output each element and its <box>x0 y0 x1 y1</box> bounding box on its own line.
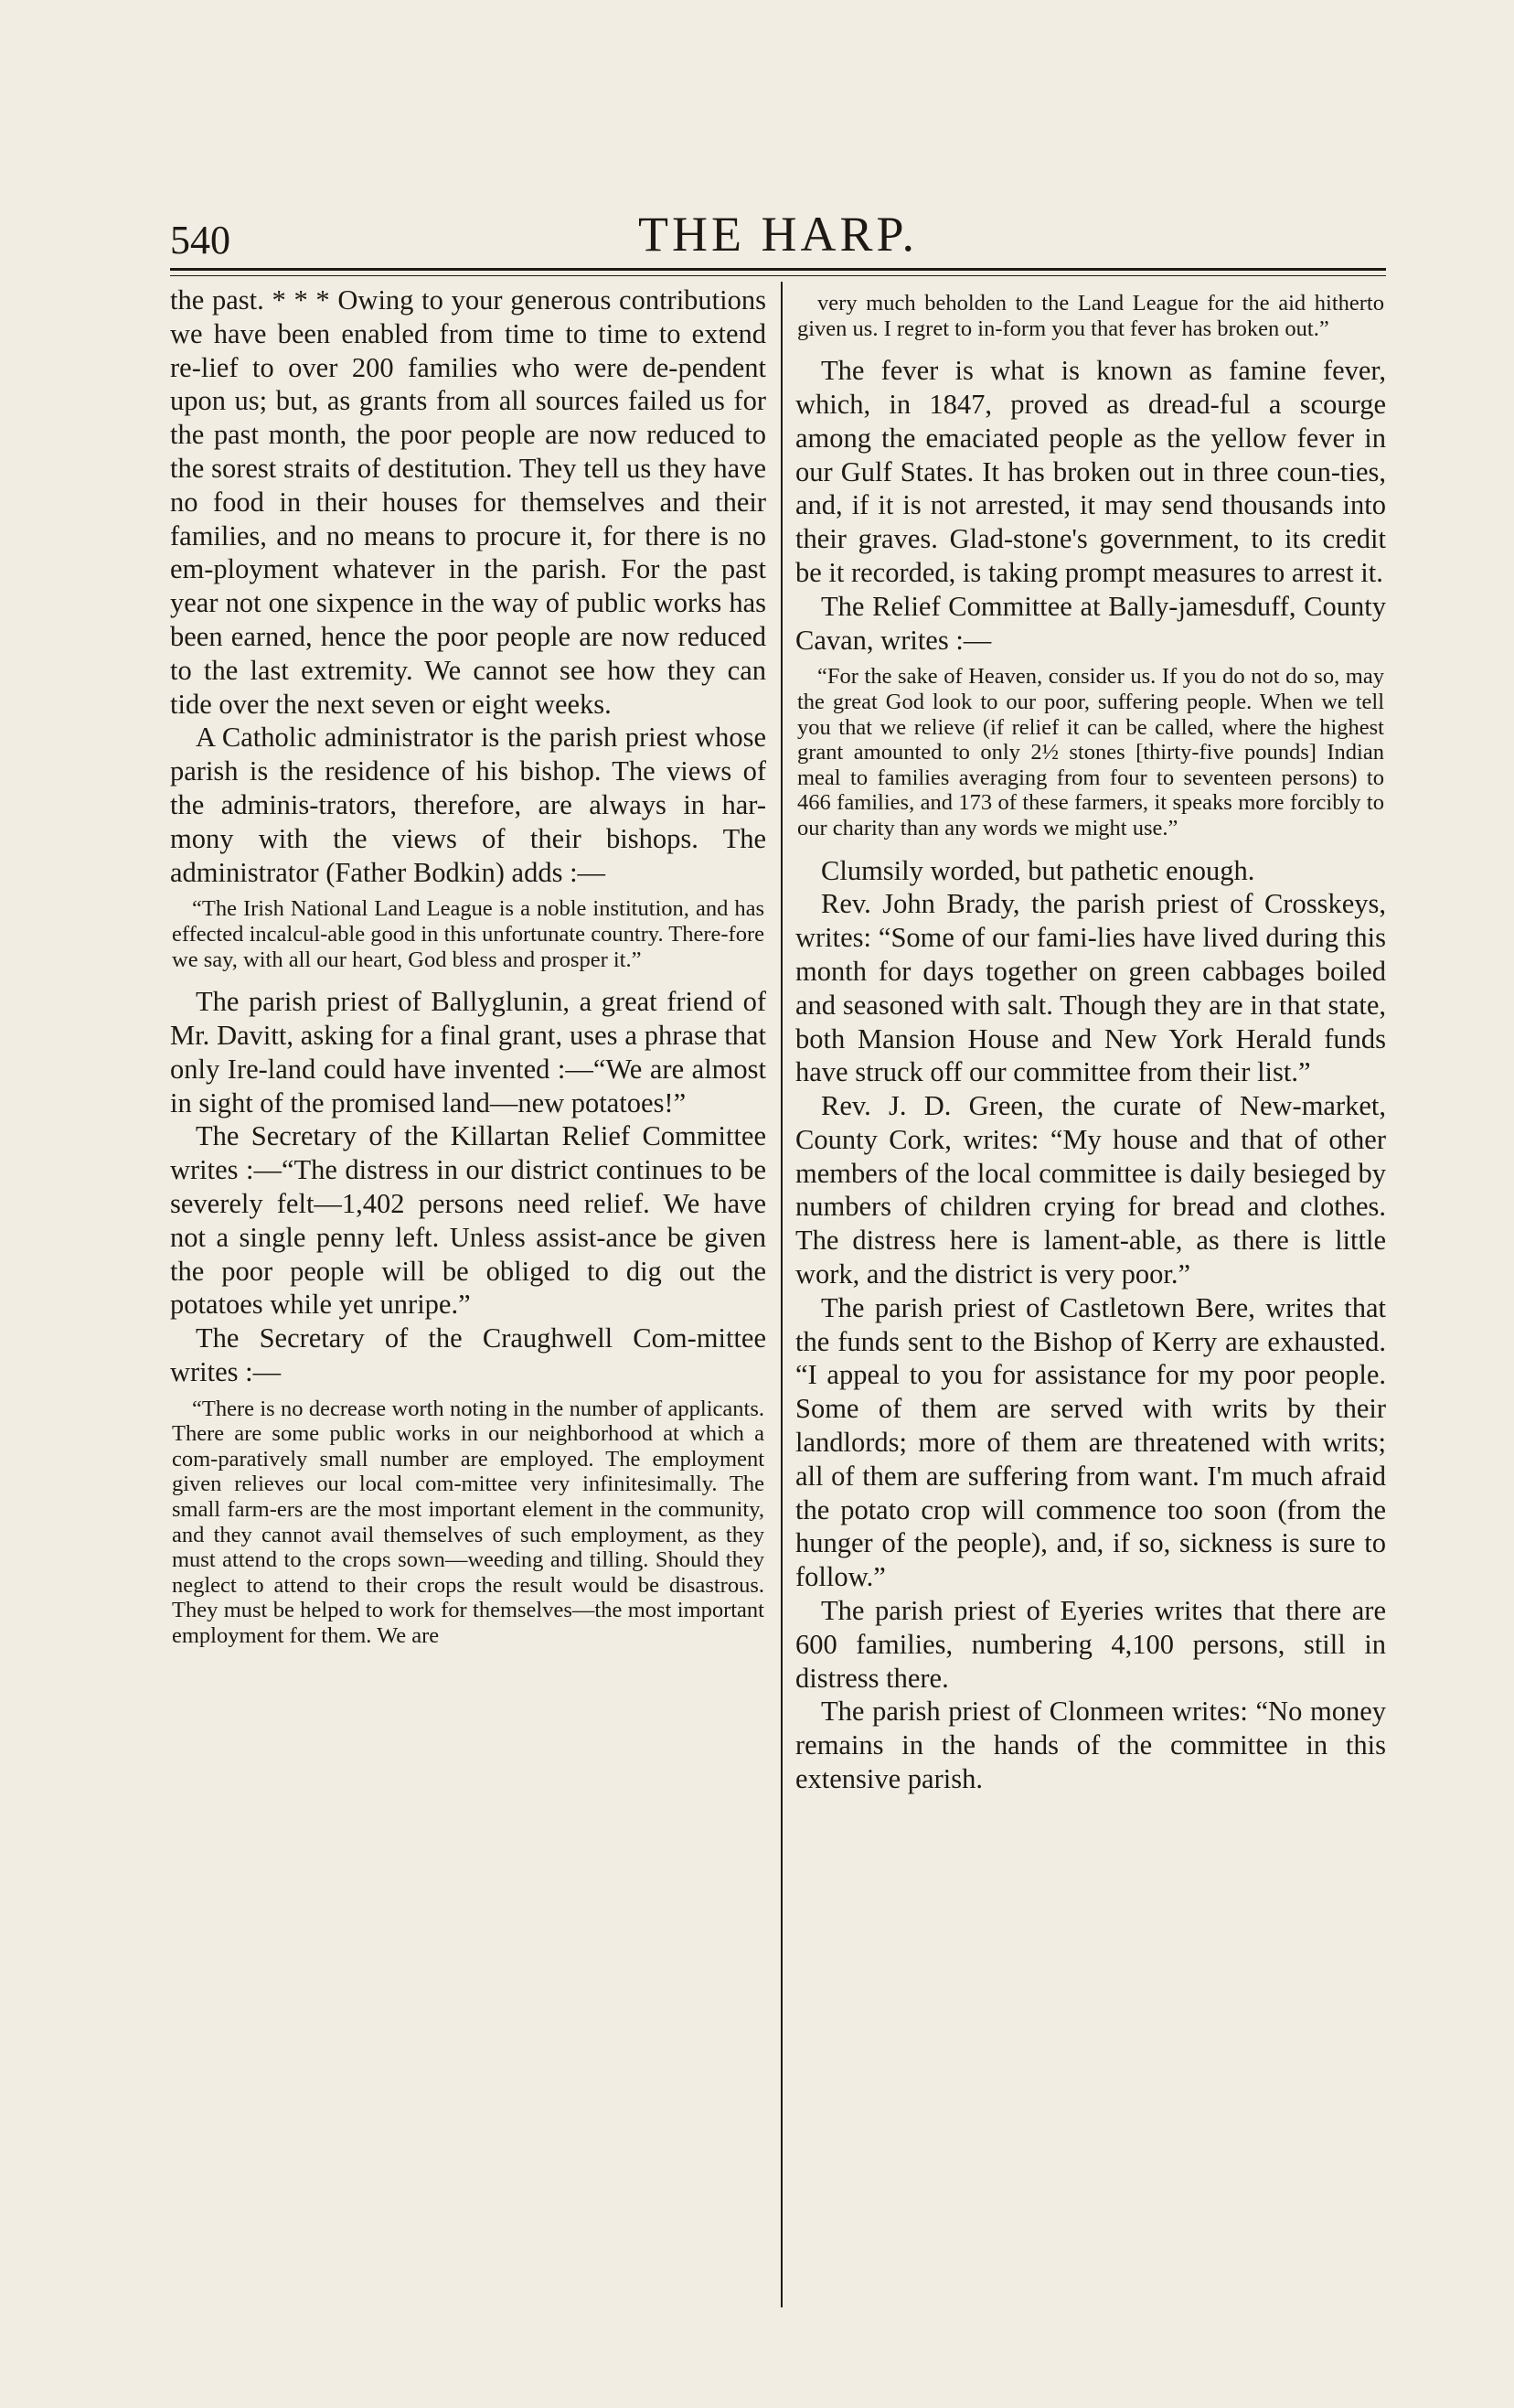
paragraph: The parish priest of Eyeries writes that there are 600 families, numbering 4,100 persons, still in distress there. <box>795 1595 1386 1694</box>
paragraph: Rev. J. D. Green, the curate of New-market, County Cork, writes: “My house and that of other members of the local committee is daily besieged by numbers of children crying for bread and clothes. The distress here is lament-able, as there is little work, and the district is very poor.” <box>795 1090 1386 1290</box>
paragraph: The Secretary of the Craughwell Com-mittee writes :— <box>170 1322 766 1387</box>
paragraph: The parish priest of Castletown Bere, writes that the funds sent to the Bishop of Kerry are exhausted. “I appeal to you for assistance for my poor people. Some of them are served with writs by their landlords; more of them are threatened with writs; all of them are suffering from want. I'm much afraid the potato crop will commence too soon (from the hunger of the people), and, if so, sickness is sure to follow.” <box>795 1291 1386 1593</box>
masthead-title: THE HARP. <box>637 207 919 262</box>
left-column <box>170 284 766 1662</box>
page-number: 540 <box>170 218 230 262</box>
right-column <box>795 284 1386 1796</box>
paragraph: The parish priest of Ballyglunin, a great friend of Mr. Davitt, asking for a final grant, uses a phrase that only Ire-land could have invented :—“We are almost in sight of the promised land—new potatoes!” <box>170 986 766 1118</box>
paragraph: The Relief Committee at Bally-jamesduff, County Cavan, writes :— <box>795 590 1386 656</box>
paragraph: Clumsily worded, but pathetic enough. <box>821 854 1255 886</box>
paragraph: Rev. John Brady, the parish priest of Crosskeys, writes: “Some of our fami-lies have lived during this month for days together on green cabbages boiled and seasoned with salt. Though they are in that state, both Mansion House and New York Herald funds have struck off our committee from their list.” <box>795 888 1386 1088</box>
paragraph: A Catholic administrator is the parish priest whose parish is the residence of his bishop. The views of the adminis-trators, therefore, are always in har-mony with the views of their bishops. The administrator (Father Bodkin) adds :— <box>170 722 766 888</box>
paragraph: The parish priest of Clonmeen writes: “No money remains in the hands of the committee in this extensive parish. <box>795 1696 1386 1795</box>
paragraph: the past. * * * Owing to your generous contributions we have been enabled from time to time to extend re-lief to over 200 families who were de-pendent upon us; but, as grants from all sources failed us for the past month, the poor people are now reduced to the sorest straits of destitution. They tell us they have no food in their houses for themselves and their families, and no means to procure it, for there is no em-ployment whatever in the parish. For the past year not one sixpence in the way of public works has been earned, hence the poor people are now reduced to the last extremity. We cannot see how they can tide over the next seven or eight weeks. <box>170 284 766 720</box>
block-quote: “The Irish National Land League is a noble institution, and has effected incalcul-able good in this unfortunate country. There-fore we say, with all our heart, God bless and prosper it.” <box>172 896 764 972</box>
block-quote: very much beholden to the Land League for the aid hitherto given us. I regret to in-form you that fever has broken out.” <box>797 291 1384 341</box>
column-divider <box>781 282 783 2307</box>
block-quote: “For the sake of Heaven, consider us. If you do not do so, may the great God look to our poor, suffering people. When we tell you that we relieve (if relief it can be called, where the highest grant amounted to only 2½ stones [thirty-five pounds] Indian meal to families averaging from four to seventeen persons) to 466 families, and 173 of these farmers, it speaks more forcibly to our charity than any words we might use.” <box>797 664 1384 840</box>
header-rule-thin <box>170 275 1386 276</box>
paragraph: The Secretary of the Killartan Relief Committee writes :—“The distress in our district continues to be severely felt—1,402 persons need relief. We have not a single penny left. Unless assist-ance be given the poor people will be obliged to dig out the potatoes while yet unripe.” <box>170 1120 766 1321</box>
block-quote: “There is no decrease worth noting in the number of applicants. There are some public works in our neighborhood at which a com-paratively small number are employed. The employment given relieves our local com-mittee very infinitesimally. The small farm-ers are the most important element in the community, and they cannot avail themselves of such employment, as they must attend to the crops sown—weeding and tilling. Should they neglect to attend to their crops the result would be disastrous. They must be helped to work for themselves—the most important employment for them. We are <box>172 1396 764 1649</box>
header-rule-thick <box>170 268 1386 271</box>
page-header <box>170 206 1386 268</box>
paragraph: The fever is what is known as famine fever, which, in 1847, proved as dread-ful a scourge among the emaciated people as the yellow fever in our Gulf States. It has broken out in three coun-ties, and, if it is not arrested, it may send thousands into their graves. Glad-stone's government, to its credit be it recorded, is taking prompt measures to arrest it. <box>795 355 1386 588</box>
